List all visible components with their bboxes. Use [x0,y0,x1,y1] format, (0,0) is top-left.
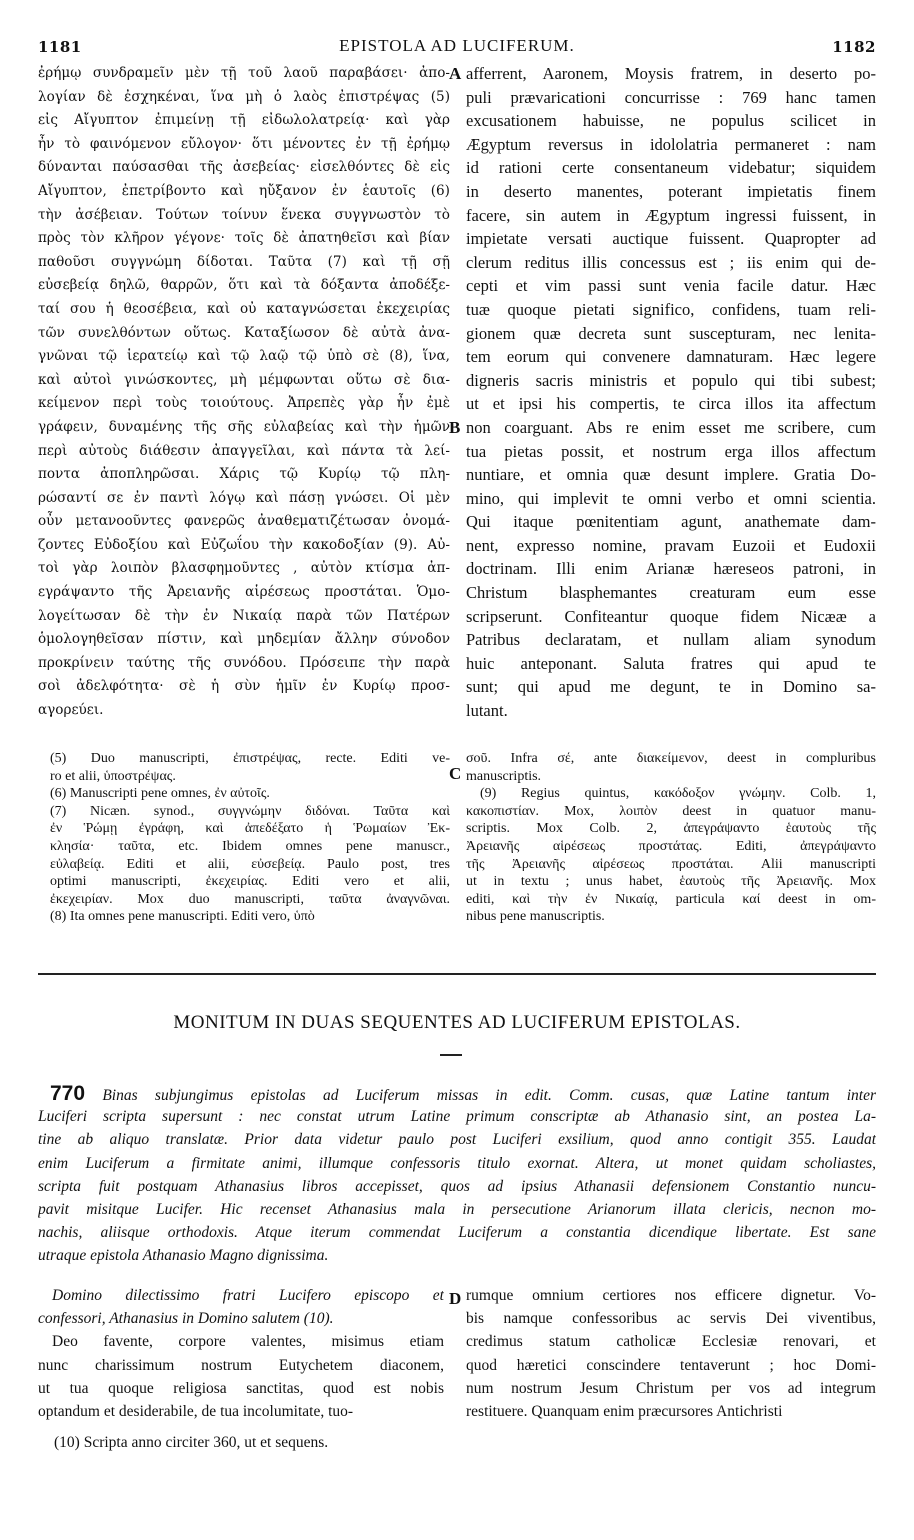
latin-text-line: tua pietas possit, et nostrum erga illos affectum [466,441,876,461]
latin-text-line: nuntiare, et omnia quæ desunt implere. Gratia Do- [466,465,876,485]
letter-right-line: credimus statum catholicæ Ecclesiæ renovari, et [466,1333,876,1351]
latin-text-line: excusationem habuisse, ne populus scilicet in [466,111,876,131]
footnote-left-line: (8) Ita omnes pene manuscripti. Editi vero, ὑπὸ [50,909,315,925]
margin-letter-a: A [449,64,462,83]
greek-text-line: ποντα ἀποπληρῶσαι. Χάρις τῷ Κυρίῳ τῷ πλη- [38,466,450,483]
monitum-text-line: Luciferi scripta supersunt : nec constat utrum Latine primum conscriptæ ab Athanasio sint, an postea La- [38,1108,876,1126]
latin-text-line: facere, sin autem in Ægyptum ingressi fuissent, in [466,205,876,225]
latin-text-line: gionem quæ decreta sunt suscepturam, nec lenita- [466,323,876,343]
letter-right-line: bis namque confessoribus ac servis Dei viventibus, [466,1310,876,1328]
greek-text-line: εἰς Αἴγυπτον ἐπιμείνῃ τῇ εἰδωλολατρείᾳ· καὶ γὰρ [38,112,450,129]
latin-text-line: scripserunt. Confiteantur quoque fidem Nicææ a [466,606,876,626]
greek-text-line: κείμενον περὶ τοὺς τοιούτους. Ἀπρεπὲς γὰρ ἦν ἐμὲ [38,395,450,412]
footnote-right-line: Ἀρειανῆς αἱρέσεως προστάτας. Editi, ἀπεγράψαντο [466,838,876,854]
letter-left-line: nunc charissimum nostrum Eutychetem diaconem, [38,1356,444,1374]
footnote-right-line: manuscriptis. [466,768,542,784]
footnote-left-line: (6) Manuscripti pene omnes, ἐν αὐτοῖς. [50,786,270,802]
latin-text-line: mino, qui implevit te omni verbo et omni scientia. [466,488,876,508]
letter-left-line: Domino dilectissimo fratri Lucifero episcopo et [52,1287,444,1304]
greek-text-line: δύνανται παύσασθαι τῆς ἀσεβείας· εἰσελθόντες δὲ εἰς [38,159,450,176]
greek-text-line: εὐσεβείᾳ δηλῶ, θαρρῶν, ὅτι καὶ τὰ δόξαντα ἀποδέξε- [38,277,450,294]
latin-text-line: huic anteponant. Saluta fratres qui apud te [466,653,876,673]
letter-left-line: optandum et desiderabile, de tua incolumitate, tuo- [38,1402,354,1420]
heading-dash [440,1054,462,1056]
monitum-text-line: pavit misitque Lucifer. Hic recenset Athanasius mala in persecutione Arianorum illata clericis, necnon mo- [38,1200,876,1218]
greek-text-line: καὶ αὐτοὶ γινώσκοντες, μὴ μέμφωνται οὕτω σὲ δια- [38,371,450,388]
footnotes-right [466,750,876,926]
latin-text-line: nent, expresso nomine, pravam Euzoii et Eudoxii [466,535,876,555]
footnote-left-line: optimi manuscripti, ἐκεχειρίας. Editi vero et alii, [50,874,450,890]
margin-letter-c: C [449,764,462,783]
footnote-right-line: κακοπιστίαν. Mox, λοιπὸν deest in quatuor manu- [466,803,876,819]
footnote-right-line: editi, καὶ τὴν ἐν Νικαίᾳ, particula καί deest in om- [466,891,876,907]
left-page-number: 1181 [38,38,82,56]
greek-text-line: γράφειν, δυναμένης τῆς σῆς εὐλαβείας καὶ τὴν ἡμῶν [38,418,450,435]
letter-right-line: num nostrum Jesum Christum per vos ad integrum [466,1379,876,1397]
greek-text-line: ρώσαντί σε ἐν παντὶ λόγῳ καὶ πάσῃ γνώσει. Οἱ μὲν [38,489,450,506]
footnote-right-line: τῆς Ἀρειανῆς αἱρέσεως προστάται. Alii manuscripti [466,856,876,872]
greek-text-line: προκρίνειν ταύτης τῆς συνόδου. Πρόσειπε τὴν παρὰ [38,654,450,671]
latin-text-line: Qui itaque pœnitentiam agunt, anathemate dam- [466,512,876,532]
footnote-right-line: nibus pene manuscriptis. [466,909,605,925]
letter-right-line: rumque omnium certiores nos efficere dignetur. Vo- [466,1287,876,1304]
latin-text-line: non coarguant. Abs re enim esset me scribere, cum [466,417,876,437]
letter-right-line: quod hæretici conscindere tentaverunt ; hoc Domi- [466,1356,876,1374]
greek-text-line: τῶν συνελθόντων οὕτως. Καταξίωσον δὲ αὐτὰ ἀνα- [38,324,450,341]
greek-text-line: αγορεύει. [38,702,104,719]
latin-text-line: puli prævaricationi concurrisse : 769 hanc tamen [466,87,876,107]
footnote-left-line: (7) Nicæn. synod., συγγνώμην διδόναι. Ταῦτα καὶ [50,803,450,819]
footnote-left-line: (5) Duo manuscripti, ἐπιστρέψας, recte. Editi ve- [50,751,450,766]
greek-text-line: εγράψαντο τῆς Ἀρειανῆς αἱρέσεως προστάται. Ὁμο- [38,584,450,601]
monitum-text-line: 770 Binas subjungimus epistolas ad Luciferum missas in edit. Comm. cusas, quæ Latine tantum inter [50,1082,876,1105]
greek-text-line: περὶ αὐτοὺς διάθεσιν ἀπαγγεῖλαι, καὶ πάντα τὰ λεί- [38,442,450,459]
greek-text-column [38,62,450,723]
right-page-number: 1182 [832,38,876,56]
latin-text-line: afferrent, Aaronem, Moysis fratrem, in deserto po- [466,64,876,83]
latin-text-line: clerum reditus illis concessus est ; iis enim qui de- [466,252,876,272]
latin-text-line: tem eorum qui convenere damnaturam. Hæc legere [466,347,876,367]
letter-right-line: restituere. Quanquam enim præcursores Antichristi [466,1402,783,1420]
latin-text-line: cepti et vim passi sunt venia facile datur. Hæc [466,276,876,296]
footnote-left-line: εὐλαβείᾳ. Editi et alii, εὐσεβείᾳ. Paulo post, tres [50,856,450,872]
greek-text-line: ὁμολογηθεῖσαν πίστιν, καὶ μηδεμίαν ἄλλην σύνοδον [38,631,450,648]
latin-text-line: sunt; qui apud me degunt, te in Domino sa- [466,677,876,697]
greek-text-line: γνῶναι τῷ ἱερατείῳ καὶ τῷ λαῷ τῷ ὑπὸ σὲ (8), ἵνα, [38,348,450,365]
monitum-paragraph [38,1082,876,1268]
latin-text-line: Christum blasphemantes creaturam eum esse [466,583,876,603]
running-title: EPISTOLA AD LUCIFERUM. [339,36,575,55]
monitum-text-line: tine ab aliquo translatæ. Prior data videtur paulo post Luciferi exsilium, quod anno contigit 355. Laudat [38,1131,876,1149]
greek-text-line: ἦν τὸ φαινόμενον εὔλογον· ὅτι μένοντες ἐν τῇ ἐρήμῳ [38,135,450,152]
margin-letter-b: B [449,418,461,437]
letter-left-line: ut tua quoque religiosa sanctitas, quod est nobis [38,1379,444,1397]
greek-text-line: παθοῦσι συγγνώμη δίδοται. Ταῦτα (7) καὶ τῇ σῇ [38,253,450,270]
footnotes-left [50,750,450,926]
greek-text-line: τοὶ γὰρ λοιπὸν βλασφημοῦντες , αὐτὸν κτίσμα ἀπ- [38,560,450,577]
greek-text-line: ἐρήμῳ συνδραμεῖν μὲν τῇ τοῦ λαοῦ παραβάσει· ἀπο- [38,65,450,81]
footnote-right-line: ut in textu ; unus habet, ἑαυτοὺς τῆς Ἀρειανῆς. Mox [466,874,876,890]
column-number-770: 770 [50,1082,86,1105]
latin-text-line: Ægyptum reversus in idololatria permaneret : nam [466,134,876,154]
greek-text-line: τὴν ἀσέβειαν. Τούτων τοίνυν ἕνεκα συγγνωστὸν τὸ [38,206,450,223]
greek-text-line: σοὶ ἀδελφότητα· σὲ ἡ σὺν ἡμῖν ἐν Κυρίῳ προσ- [38,678,450,695]
letter-right-column [466,1284,876,1423]
latin-text-line: tuæ quoque pietati significo, confidens, tuam reli- [466,299,876,319]
footnote-left-line: ἐκεχειρίαν. Mox duo manuscripti, ταῦτα ἀναγνῶναι. [50,891,450,907]
latin-text-line: ut et ipsi his compertis, te circa illos ita affectum [466,394,876,414]
footnote-left-line: κλησία· ταῦτα, etc. Ibidem omnes pene manuscr., [50,838,450,854]
greek-text-line: ζοντες Εὐδοξίου καὶ Εὐζωΐου τὴν κακοδοξίαν (9). Αὐ- [38,536,450,553]
greek-text-line: λογίαν δὲ ἐσχηκέναι, ἵνα μὴ ὁ λαὸς ἐπιστρέψας (5) [38,88,450,105]
monitum-text-line: scripta fuit postquam Athanasius libros accepisset, quos ad ipsius Athanasii defensionem Constantio nuncu- [38,1177,876,1195]
greek-text-line: λογείτωσαν δὲ τὴν ἐν Νικαίᾳ παρὰ τῶν Πατέρων [38,607,450,624]
latin-text-column [466,62,876,723]
greek-text-line: ταί σου ἡ θεοσέβεια, καὶ οὐ καταγνώσεται ἐκεχειρίας [38,300,450,317]
margin-letter-d: D [449,1289,462,1308]
letter-left-line: Deo favente, corpore valentes, misimus etiam [52,1333,444,1351]
latin-text-line: id rationi certe consentaneum videbatur; siquidem [466,158,876,178]
greek-text-line: οὖν μετανοοῦντες φανερῶς ἀναθεματιζέτωσαν ὀνομά- [38,513,450,530]
latin-text-line: lutant. [466,701,508,721]
monitum-text-line: enim Luciferum a firmitate animi, illumque confessoris titulo exornat. Altera, ut monet quidam scholiastes, [38,1154,876,1172]
greek-text-line: πρὸς τὸν κλῆρον γέγονε· τοῖς δὲ ἀπατηθεῖσι καὶ βίαν [38,230,450,247]
footnote-right-line: σοῦ. Infra σέ, ante διακείμενον, deest in compluribus [466,751,876,766]
letter-left-line: confessori, Athanasius in Domino salutem (10). [38,1310,334,1328]
footnote-10: (10) Scripta anno circiter 360, ut et sequens. [54,1434,329,1451]
latin-text-line: Patribus declaratam, et nullam aliam synodum [466,630,876,650]
monitum-heading: MONITUM IN DUAS SEQUENTES AD LUCIFERUM EPISTOLAS. [173,1012,741,1033]
footnote-left-line: ἐν Ῥώμῃ ἐγράφη, καὶ ἀπεδέξατο ἡ Ῥωμαίων Ἐκ- [50,821,450,837]
footnote-right-line: (9) Regius quintus, κακόδοξον γνώμην. Colb. 1, [480,786,876,802]
latin-text-line: doctrinam. Illi enim Arianæ hæreseos patroni, in [466,559,876,579]
footnote-right-line: scriptis. Mox Colb. 2, ἀπεγράψαντο ἑαυτοὺς τῆς [466,821,876,837]
monitum-text-line: nachis, aliisque orthodoxis. Atque iterum commendat Luciferum a constantia dicendique libertate. Est sane [38,1224,876,1242]
footnote-left-line: ro et alii, ὑποστρέψας. [50,768,176,784]
latin-text-line: impietate versati auctique fuissent. Quapropter ad [466,229,876,249]
latin-text-line: in deserto manentes, poterant impietatis finem [466,181,876,201]
greek-text-line: Αἴγυπτον, ἐπετρίβοντο καὶ ηὔξανον ἐν ἑαυτοῖς (6) [38,182,450,199]
monitum-text-line: utraque epistola Athanasio Magno dignissima. [38,1247,329,1265]
letter-left-column [38,1284,444,1423]
latin-text-line: digneris sacris ministris et populo qui tibi subest; [466,370,876,390]
section-divider [38,973,876,975]
